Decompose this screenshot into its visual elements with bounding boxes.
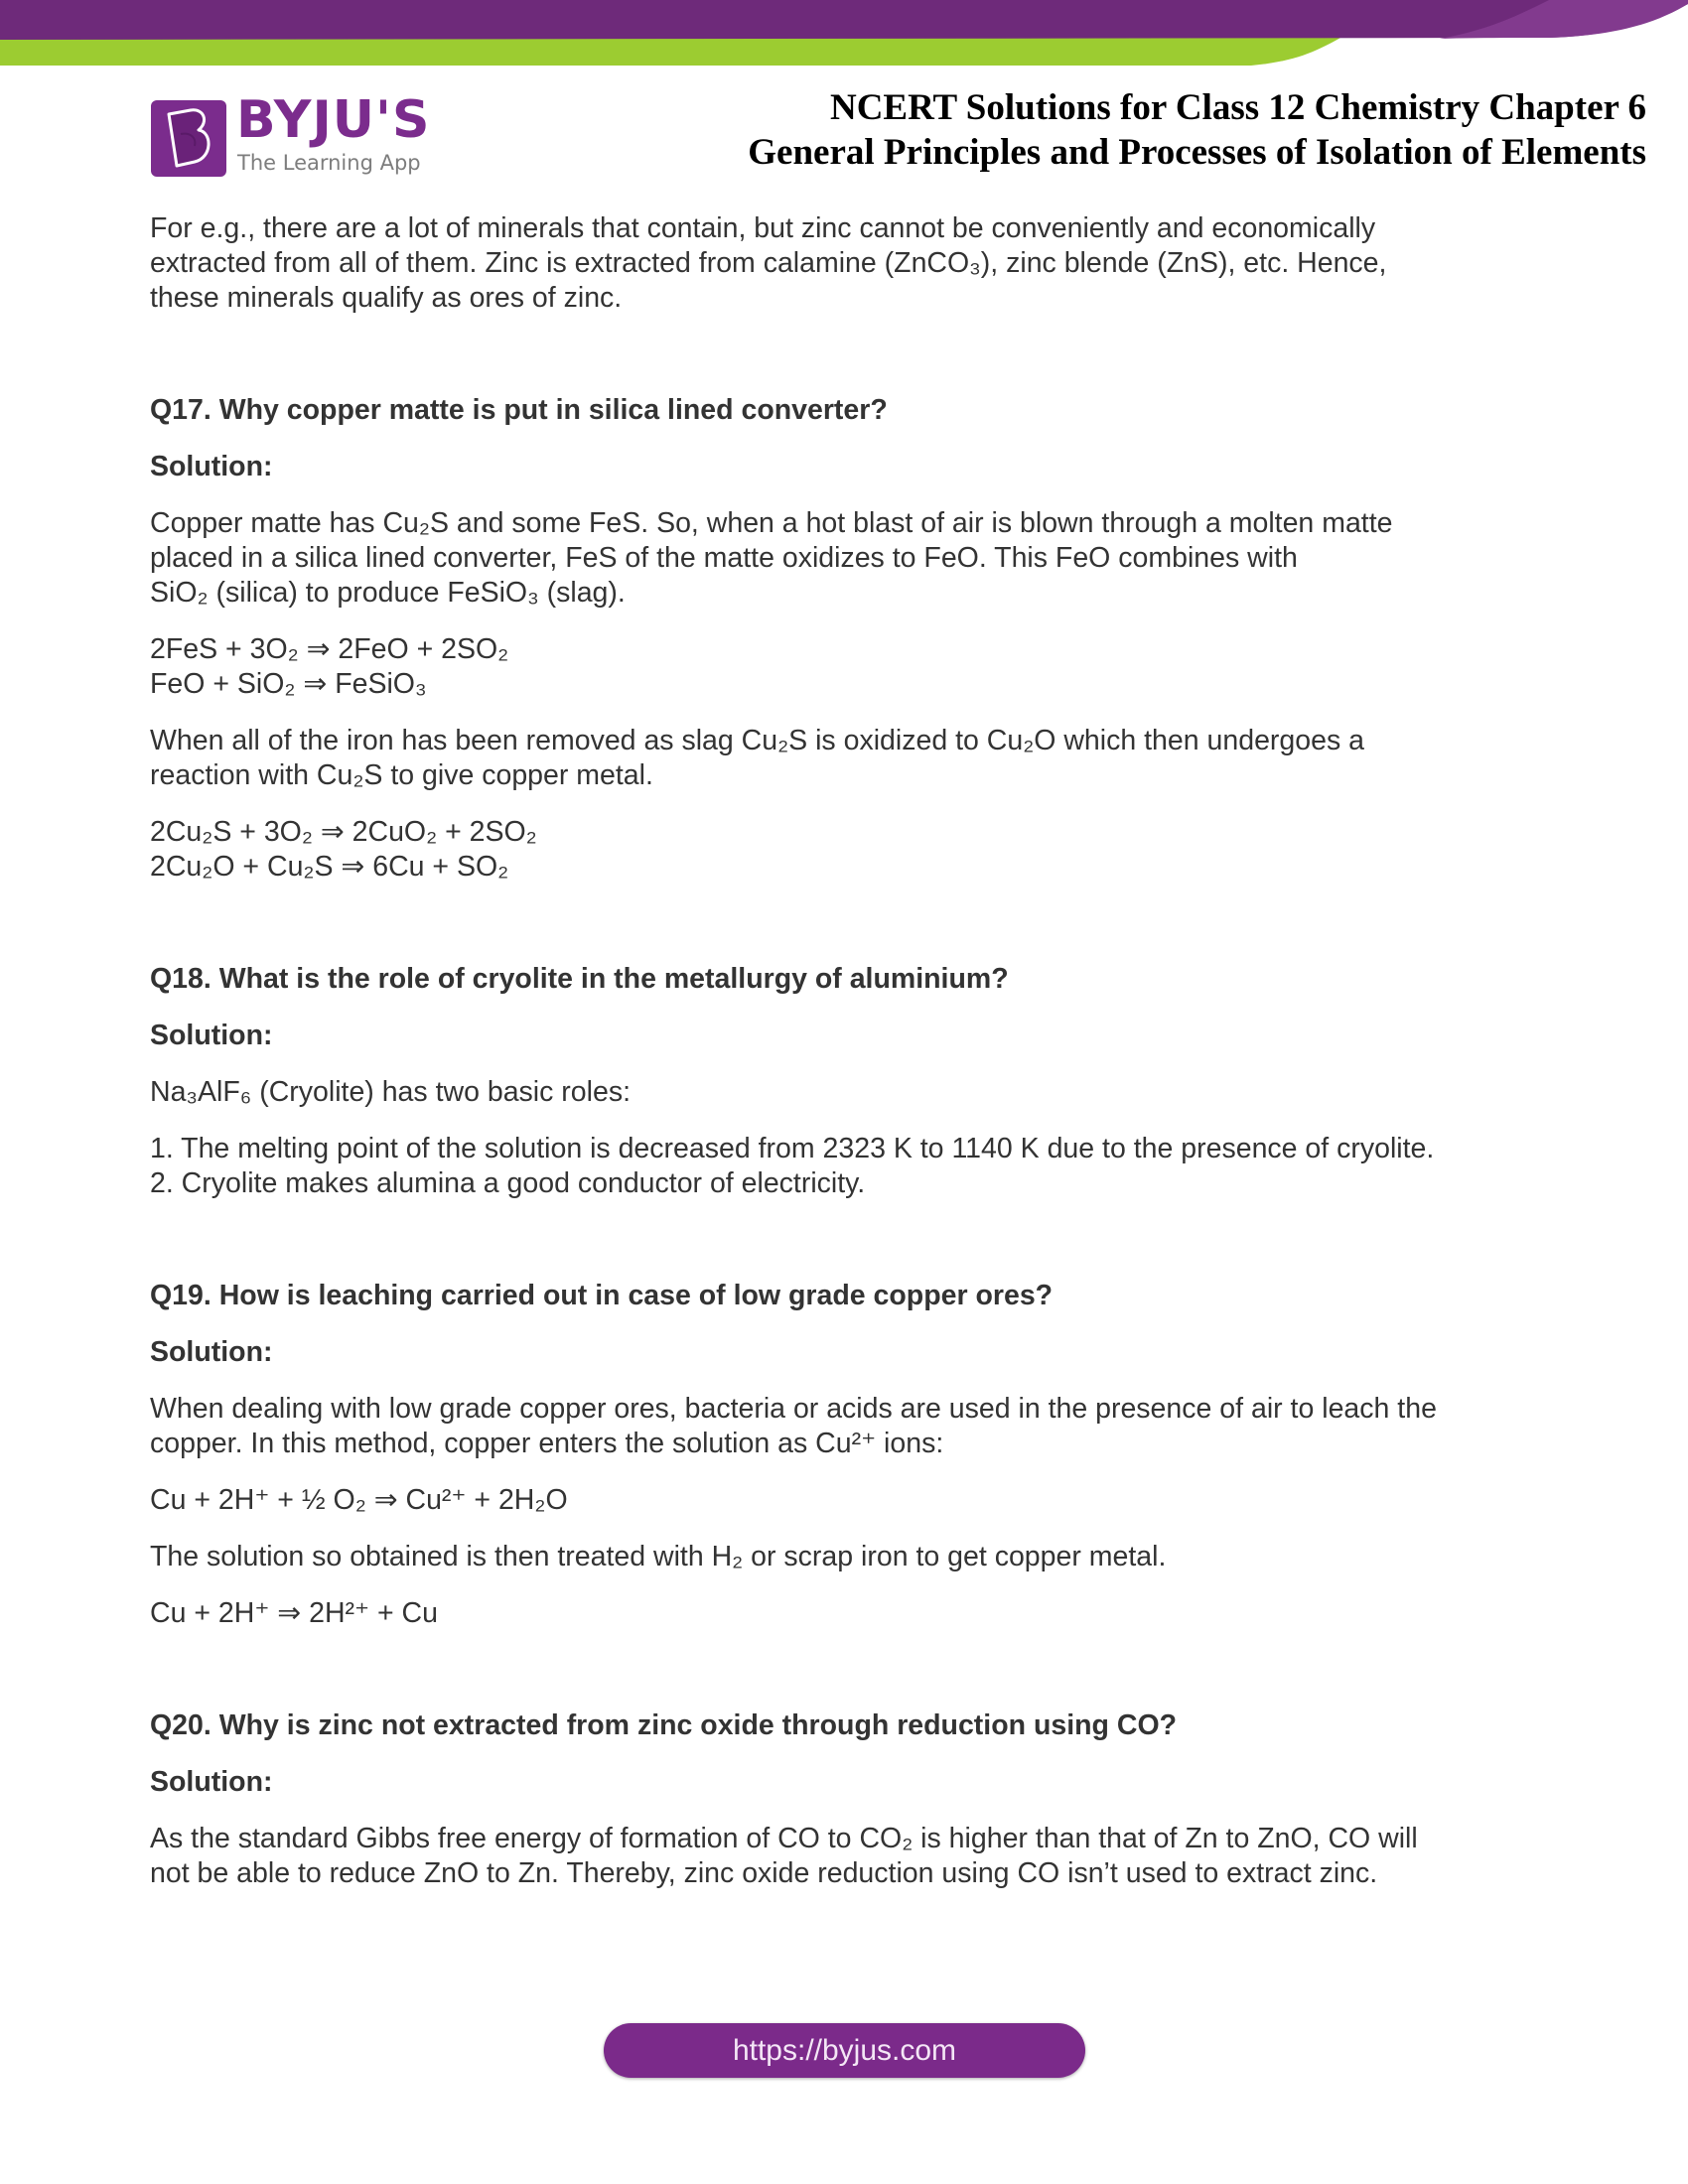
question-heading: Q19. How is leaching carried out in case of low grade copper ores? bbox=[150, 1280, 1054, 1311]
text-line: Copper matte has Cu₂S and some FeS. So, when a hot blast of air is blown through a molten matte bbox=[150, 507, 1393, 539]
question-20 bbox=[150, 1708, 1540, 1891]
equation: FeO + SiO₂ ⇒ FeSiO₃ bbox=[150, 668, 427, 700]
text-line: placed in a silica lined converter, FeS of the matte oxidizes to FeO. This FeO combines with bbox=[150, 542, 1298, 574]
intro-paragraph bbox=[150, 211, 1540, 316]
text-line: SiO₂ (silica) to produce FeSiO₃ (slag). bbox=[150, 577, 626, 609]
text-line: As the standard Gibbs free energy of formation of CO to CO₂ is higher than that of Zn to ZnO, CO will bbox=[150, 1823, 1418, 1854]
equation: 2FeS + 3O₂ ⇒ 2FeO + 2SO₂ bbox=[150, 633, 509, 665]
byjus-b-icon bbox=[151, 100, 226, 177]
solution-label: Solution: bbox=[150, 1020, 273, 1051]
header-banner bbox=[0, 0, 1688, 69]
question-17 bbox=[150, 393, 1540, 885]
text-line: not be able to reduce ZnO to Zn. Thereby, zinc oxide reduction using CO isn’t used to extract zinc. bbox=[150, 1857, 1378, 1889]
document-body bbox=[150, 211, 1540, 1891]
equation: 2Cu₂S + 3O₂ ⇒ 2CuO₂ + 2SO₂ bbox=[150, 816, 537, 848]
equation: Cu + 2H⁺ ⇒ 2H²⁺ + Cu bbox=[150, 1597, 438, 1629]
footer-website-link[interactable] bbox=[604, 2023, 1085, 2078]
logo-wordmark: BYJU'S bbox=[236, 90, 431, 150]
text-line: For e.g., there are a lot of minerals that contain, but zinc cannot be conveniently and economically bbox=[150, 212, 1376, 244]
text-line: extracted from all of them. Zinc is extracted from calamine (ZnCO₃), zinc blende (ZnS), etc. Hence, bbox=[150, 247, 1387, 279]
question-18 bbox=[150, 962, 1540, 1201]
list-item: 1. The melting point of the solution is decreased from 2323 K to 1140 K due to the presence of cryolite. bbox=[150, 1133, 1435, 1164]
question-heading: Q18. What is the role of cryolite in the metallurgy of aluminium? bbox=[150, 963, 1009, 995]
text-line: When all of the iron has been removed as slag Cu₂S is oxidized to Cu₂O which then undergoes a bbox=[150, 725, 1364, 756]
equation: 2Cu₂O + Cu₂S ⇒ 6Cu + SO₂ bbox=[150, 851, 509, 883]
logo-tagline: The Learning App bbox=[237, 151, 421, 175]
banner-purple-stripe bbox=[0, 0, 1688, 40]
question-19 bbox=[150, 1279, 1540, 1631]
text-line: Na₃AlF₆ (Cryolite) has two basic roles: bbox=[150, 1076, 631, 1108]
title-line-1: NCERT Solutions for Class 12 Chemistry Chapter 6 bbox=[829, 87, 1646, 128]
question-heading: Q17. Why copper matte is put in silica lined converter? bbox=[150, 394, 888, 426]
solution-label: Solution: bbox=[150, 451, 273, 482]
text-line: reaction with Cu₂S to give copper metal. bbox=[150, 759, 653, 791]
solution-label: Solution: bbox=[150, 1766, 273, 1798]
banner-green-stripe bbox=[0, 38, 1340, 66]
page-title bbox=[748, 85, 1646, 175]
footer-link-label: https://byjus.com bbox=[732, 2033, 957, 2067]
title-line-2: General Principles and Processes of Isolation of Elements bbox=[748, 132, 1646, 173]
list-item: 2. Cryolite makes alumina a good conductor of electricity. bbox=[150, 1167, 866, 1199]
question-heading: Q20. Why is zinc not extracted from zinc oxide through reduction using CO? bbox=[150, 1709, 1178, 1741]
text-line: The solution so obtained is then treated with H₂ or scrap iron to get copper metal. bbox=[150, 1541, 1167, 1572]
byjus-logo bbox=[151, 90, 439, 180]
text-line: these minerals qualify as ores of zinc. bbox=[150, 282, 623, 314]
solution-label: Solution: bbox=[150, 1336, 273, 1368]
text-line: When dealing with low grade copper ores, bacteria or acids are used in the presence of air to leach the bbox=[150, 1393, 1437, 1425]
equation: Cu + 2H⁺ + ½ O₂ ⇒ Cu²⁺ + 2H₂O bbox=[150, 1484, 568, 1516]
text-line: copper. In this method, copper enters the solution as Cu²⁺ ions: bbox=[150, 1428, 944, 1459]
